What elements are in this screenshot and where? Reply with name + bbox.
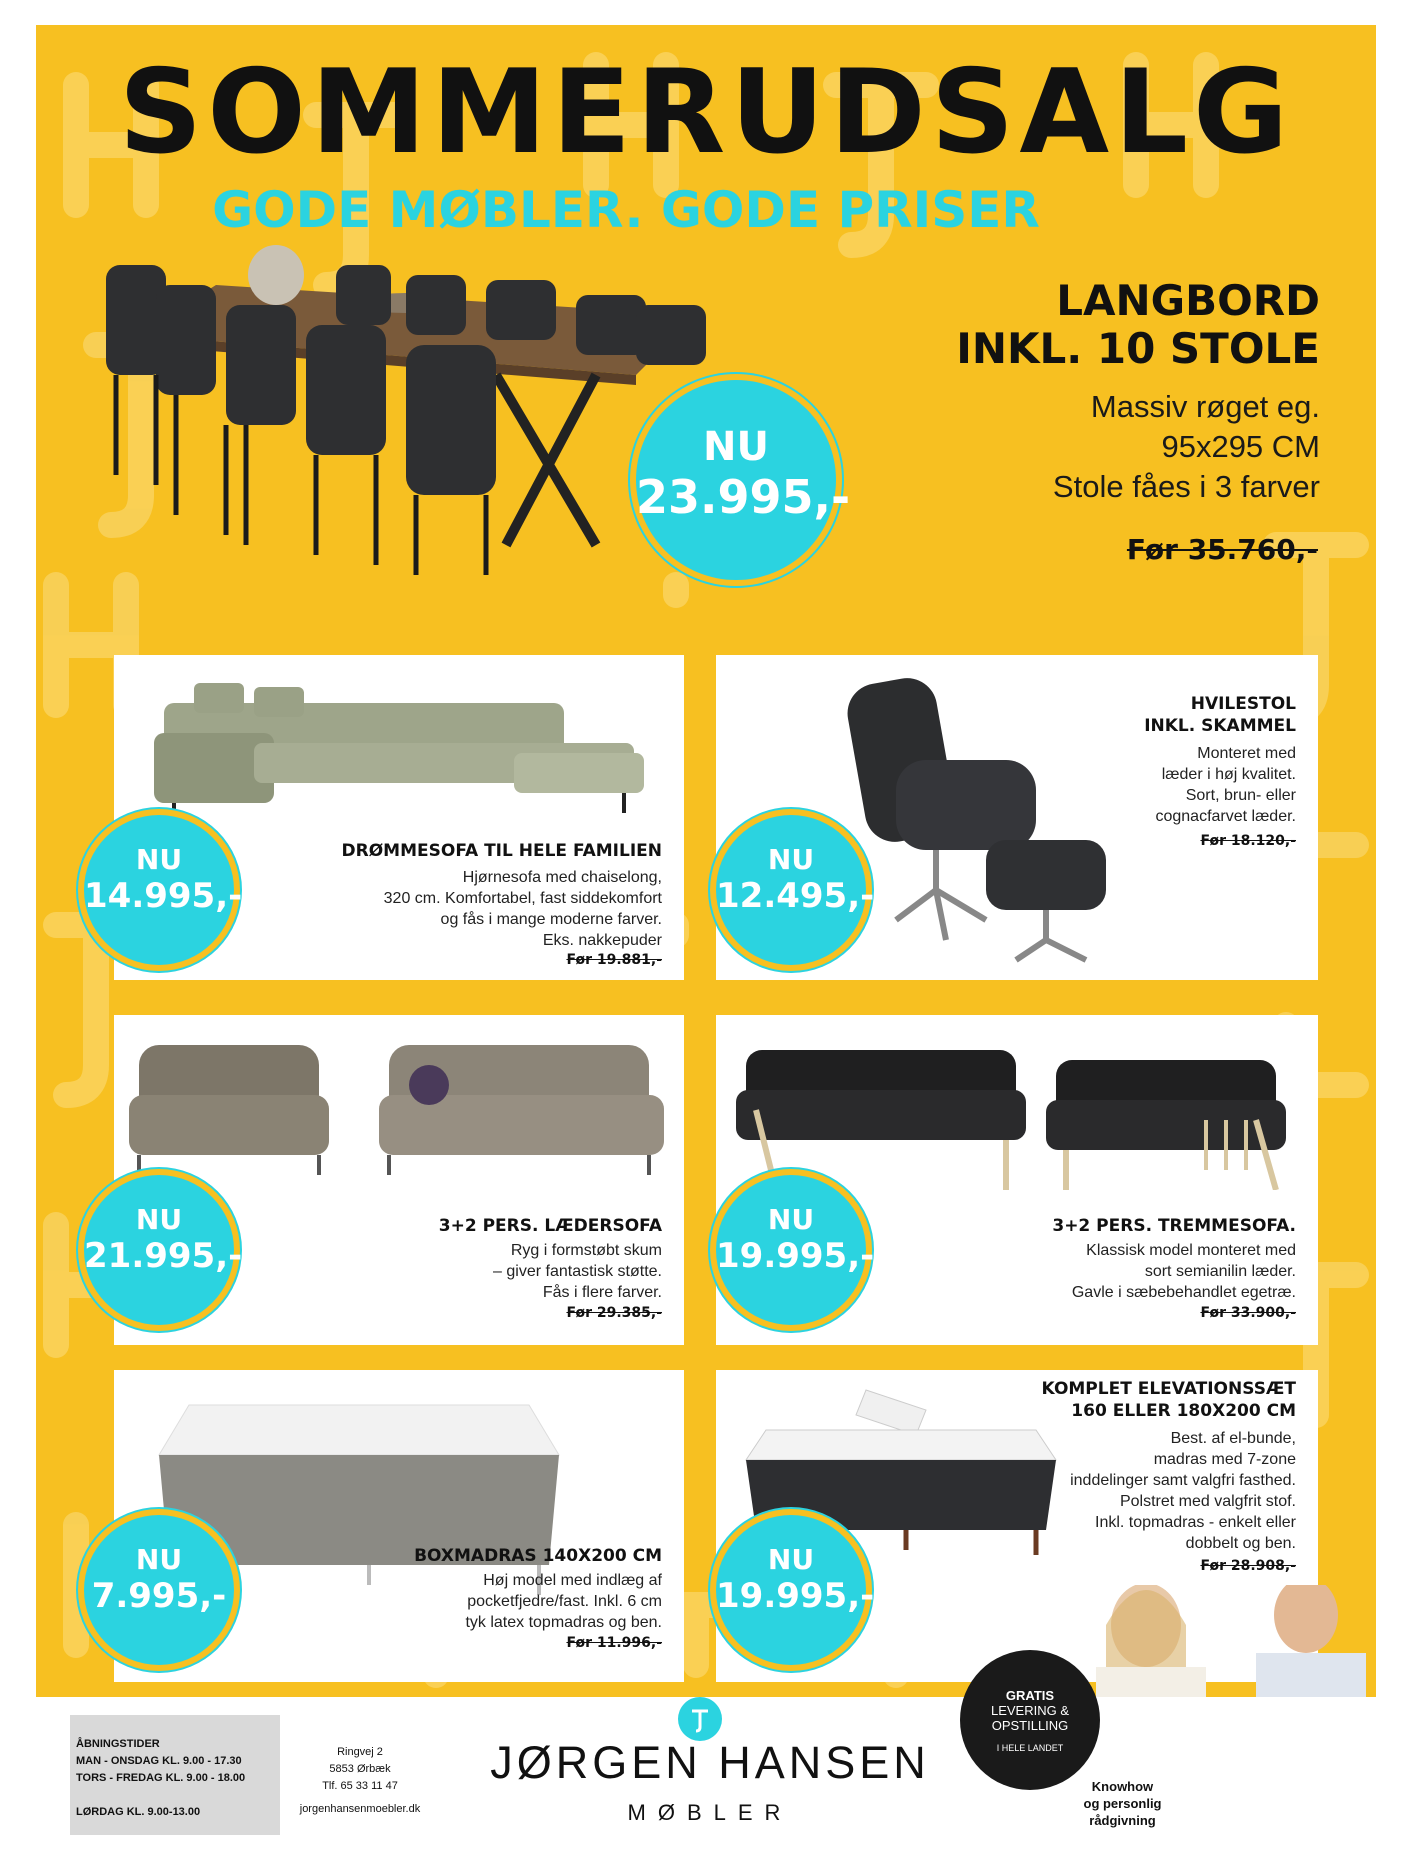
card2-badge-nu: NU [767,843,815,876]
card5-old-price: Før 11.996,- [566,1635,662,1651]
card5-badge-nu: NU [135,1543,183,1576]
card6-title [1042,1378,1296,1422]
card3-desc-line1: Ryg i formstøbt skum [510,1242,662,1259]
address-line2: 5853 Ørbæk [329,1763,391,1775]
card4-badge-nu: NU [767,1203,815,1236]
hero-title-line2: INKL. 10 STOLE [956,324,1320,373]
hero-title [956,277,1320,373]
card6-price-badge [716,1515,875,1665]
brand-name: JØRGEN HANSEN [490,1737,930,1788]
card2-title-line2: INKL. SKAMMEL [1144,716,1296,736]
card1-title: DRØMMESOFA TIL HELE FAMILIEN [341,841,662,861]
logo-glyph-icon [678,1697,722,1741]
card5-desc-line2: pocketfjedre/fast. Inkl. 6 cm [467,1593,662,1610]
hours-line3: LØRDAG KL. 9.00-13.00 [76,1806,201,1818]
hero-desc-line3: Stole fåes i 3 farver [1052,469,1320,504]
brand-logo-mark [678,1697,722,1741]
card6-old-price: Før 28.908,- [1200,1558,1296,1574]
gratis-line1: GRATIS [1005,1688,1055,1703]
hero-price-badge [636,380,851,580]
card4-price-badge [716,1175,875,1325]
card3-badge-price: 21.995,- [84,1236,243,1276]
knowhow-line2: og personlig [1083,1796,1162,1811]
card4-description [1072,1240,1296,1303]
hero-badge-price: 23.995,- [636,470,851,524]
card5-badge-price: 7.995,- [91,1576,227,1616]
card4-title: 3+2 PERS. TREMMESOFA. [1052,1216,1296,1236]
card1-desc-line2: 320 cm. Komfortabel, fast siddekomfort [383,890,662,907]
card1-desc-line3: og fås i mange moderne farver. [440,911,662,928]
card2-desc-line3: Sort, brun- eller [1185,787,1296,804]
card1-description [384,867,662,951]
card1-desc-line4: Eks. nakkepuder [542,932,662,949]
brand-subtitle: MØBLER [627,1800,793,1825]
card6-desc-line5: Inkl. topmadras - enkelt eller [1095,1514,1296,1531]
subhead: GODE MØBLER. GODE PRISER [212,181,1040,239]
card5-price-badge [84,1515,234,1665]
knowhow-line3: rådgivning [1089,1813,1156,1828]
hero-title-line1: LANGBORD [1056,276,1320,325]
gratis-line4: I HELE LANDET [996,1743,1064,1753]
address-line1: Ringvej 2 [337,1746,383,1758]
card2-desc-line1: Monteret med [1197,745,1296,762]
slat-sofa-image [736,1040,1296,1190]
corner-sofa-image [154,673,654,823]
card5-desc-line1: Høj model med indlæg af [483,1572,662,1589]
knowhow-badge [1060,1770,1185,1850]
hours-title: ÅBNINGSTIDER [76,1738,160,1750]
card4-desc-line2: sort semianilin læder. [1144,1263,1296,1280]
card3-description [493,1240,662,1303]
card5-title: BOXMADRAS 140X200 CM [414,1546,662,1566]
address-line3: Tlf. 65 33 11 47 [322,1780,398,1792]
gratis-line3: OPSTILLING [991,1718,1069,1733]
card5-description [465,1570,662,1633]
hero-desc-line1: Massiv røget eg. [1090,389,1320,424]
hours-line1: MAN - ONSDAG KL. 9.00 - 17.30 [76,1755,242,1767]
card3-title: 3+2 PERS. LÆDERSOFA [438,1216,662,1236]
poster [36,25,1376,1697]
card3-price-badge [84,1175,243,1325]
card3-desc-line2: – giver fantastisk støtte. [493,1263,662,1280]
hero-desc-line2: 95x295 CM [1161,429,1320,464]
card6-desc-line4: Polstret med valgfrit stof. [1119,1493,1296,1510]
card1-badge-nu: NU [135,843,183,876]
card2-title [1144,693,1296,737]
card4-badge-price: 19.995,- [716,1236,875,1276]
card2-desc-line4: cognacfarvet læder. [1155,808,1296,825]
card3-badge-nu: NU [135,1203,183,1236]
card2-description [1155,743,1296,827]
headline: SOMMERUDSALG [118,45,1294,180]
card6-desc-line2: madras med 7-zone [1153,1451,1296,1468]
free-delivery-badge [960,1650,1100,1790]
card5-desc-line3: tyk latex topmadras og ben. [465,1614,662,1631]
card4-old-price: Før 33.900,- [1200,1305,1296,1321]
card3-old-price: Før 29.385,- [566,1305,662,1321]
card1-badge-price: 14.995,- [84,876,243,916]
card1-desc-line1: Hjørnesofa med chaiselong, [462,869,662,886]
card6-title-line2: 160 ELLER 180X200 CM [1071,1401,1296,1421]
card6-desc-line3: inddelinger samt valgfri fasthed. [1070,1472,1296,1489]
staff-photo [1086,1585,1376,1697]
store-address [290,1744,430,1818]
card3-desc-line3: Fås i flere farver. [542,1284,662,1301]
card6-desc-line1: Best. af el-bunde, [1170,1430,1296,1447]
card6-badge-nu: NU [767,1543,815,1576]
card1-price-badge [84,815,243,965]
card1-old-price: Før 19.881,- [566,952,662,968]
hero-badge-nu: NU [703,424,769,470]
card2-desc-line2: læder i høj kvalitet. [1161,766,1296,783]
card4-desc-line1: Klassisk model monteret med [1086,1242,1296,1259]
hours-line2: TORS - FREDAG KL. 9.00 - 18.00 [76,1772,246,1784]
card6-desc-line6: dobbelt og ben. [1185,1535,1296,1552]
hero-description [1053,387,1320,507]
gratis-line2: LEVERING & [990,1703,1070,1718]
card2-title-line1: HVILESTOL [1190,694,1296,714]
card2-badge-price: 12.495,- [716,876,875,916]
card4-desc-line3: Gavle i sæbebehandlet egetræ. [1071,1284,1296,1301]
knowhow-line1: Knowhow [1091,1779,1154,1794]
card6-badge-price: 19.995,- [716,1576,875,1616]
leather-sofa-image [129,1035,674,1195]
recliner-image [816,670,1116,970]
card6-description [1070,1428,1296,1554]
website: jorgenhansenmoebler.dk [299,1803,421,1815]
card6-title-line1: KOMPLET ELEVATIONSSÆT [1041,1379,1296,1399]
card2-price-badge [716,815,875,965]
hero-old-price: Før 35.760,- [1126,533,1318,566]
card2-old-price: Før 18.120,- [1200,833,1296,849]
